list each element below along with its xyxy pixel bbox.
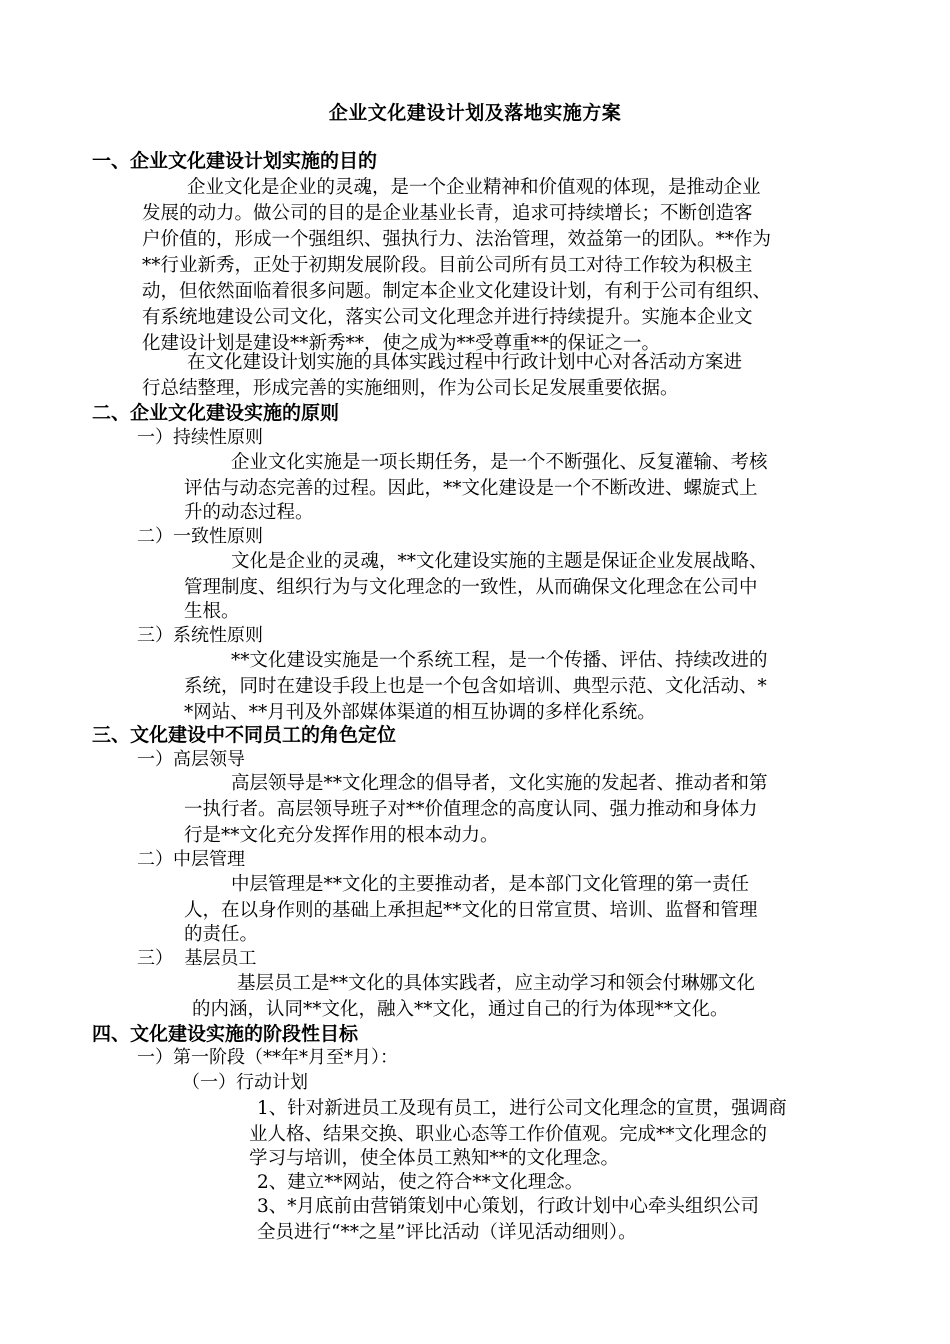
paragraph-line: 系统，同时在建设手段上也是一个包含如培训、典型示范、文化活动、* — [184, 676, 767, 697]
paragraph-line: **文化建设实施是一个系统工程，是一个传播、评估、持续改进的 — [231, 650, 768, 671]
subsection-label: 一）持续性原则 — [137, 427, 263, 448]
subsection-label: 二）中层管理 — [137, 849, 245, 870]
paragraph-line: 中层管理是**文化的主要推动者，是本部门文化管理的第一责任 — [231, 874, 750, 895]
paragraph-line: 行总结整理，形成完善的实施细则，作为公司长足发展重要依据。 — [142, 378, 679, 399]
paragraph-line: 企业文化实施是一项长期任务，是一个不断强化、反复灌输、考核 — [231, 452, 768, 473]
section-3-heading: 三、文化建设中不同员工的角色定位 — [92, 724, 397, 746]
list-item-line: 学习与培训，使全体员工熟知**的文化理念。 — [249, 1148, 620, 1169]
paragraph-line: 企业文化是企业的灵魂，是一个企业精神和价值观的体现，是推动企业 — [187, 177, 761, 198]
paragraph-line: 的责任。 — [184, 924, 259, 945]
section-2-heading: 二、企业文化建设实施的原则 — [92, 402, 340, 424]
paragraph-line: **行业新秀，正处于初期发展阶段。目前公司所有员工对待工作较为积极主 — [142, 255, 753, 276]
section-1-heading: 一、企业文化建设计划实施的目的 — [92, 150, 378, 172]
paragraph-line: 化建设计划是建设**新秀**，使之成为**受尊重**的保证之一。 — [142, 333, 661, 354]
list-item-line: 全员进行“**之星”评比活动（详见活动细则）。 — [257, 1222, 637, 1243]
paragraph-line: 行是**文化充分发挥作用的根本动力。 — [184, 825, 499, 846]
subsection-label: 三）系统性原则 — [137, 625, 263, 646]
paragraph-line: 发展的动力。做公司的目的是企业基业长青，追求可持续增长；不断创造客 — [142, 203, 753, 224]
paragraph-line: 在文化建设计划实施的具体实践过程中行政计划中心对各活动方案进 — [187, 352, 743, 373]
list-item-line: 3、*月底前由营销策划中心策划，行政计划中心牵头组织公司 — [257, 1196, 760, 1217]
paragraph-line: 基层员工是**文化的具体实践者，应主动学习和领会付琳娜文化 — [237, 973, 756, 994]
stage-label: 一）第一阶段（**年*月至*月）： — [137, 1047, 398, 1068]
document-title: 企业文化建设计划及落地实施方案 — [328, 102, 622, 124]
paragraph-line: 文化是企业的灵魂，**文化建设实施的主题是保证企业发展战略、 — [231, 551, 768, 572]
paragraph-line: 有系统地建设公司文化，落实公司文化理念并进行持续提升。实施本企业文 — [142, 307, 753, 328]
paragraph-line: 管理制度、组织行为与文化理念的一致性，从而确保文化理念在公司中 — [184, 577, 758, 598]
subsection-label: 三） 基层员工 — [137, 948, 257, 969]
section-4-heading: 四、文化建设实施的阶段性目标 — [92, 1023, 359, 1045]
plan-label: （一）行动计划 — [182, 1072, 308, 1093]
paragraph-line: 升的动态过程。 — [184, 502, 314, 523]
paragraph-line: 户价值的，形成一个强组织、强执行力、法治管理，效益第一的团队。**作为 — [142, 229, 772, 250]
list-item-line: 1、针对新进员工及现有员工，进行公司文化理念的宣贯，强调商 — [257, 1098, 787, 1119]
paragraph-line: 生根。 — [184, 601, 240, 622]
subsection-label: 二）一致性原则 — [137, 526, 263, 547]
paragraph-line: 高层领导是**文化理念的倡导者，文化实施的发起者、推动者和第 — [231, 773, 768, 794]
paragraph-line: *网站、**月刊及外部媒体渠道的相互协调的多样化系统。 — [184, 702, 656, 723]
paragraph-line: 的内涵，认同**文化，融入**文化，通过自己的行为体现**文化。 — [192, 999, 729, 1020]
list-item-line: 2、建立**网站，使之符合**文化理念。 — [257, 1172, 584, 1193]
paragraph-line: 人，在以身作则的基础上承担起**文化的日常宣贯、培训、监督和管理 — [184, 900, 758, 921]
list-item-line: 业人格、结果交换、职业心态等工作价值观。完成**文化理念的 — [249, 1124, 768, 1145]
paragraph-line: 评估与动态完善的过程。因此，**文化建设是一个不断改进、螺旋式上 — [184, 478, 758, 499]
paragraph-line: 动，但依然面临着很多问题。制定本企业文化建设计划，有利于公司有组织、 — [142, 281, 772, 302]
subsection-label: 一）高层领导 — [137, 749, 245, 770]
paragraph-line: 一执行者。高层领导班子对**价值理念的高度认同、强力推动和身体力 — [184, 799, 758, 820]
